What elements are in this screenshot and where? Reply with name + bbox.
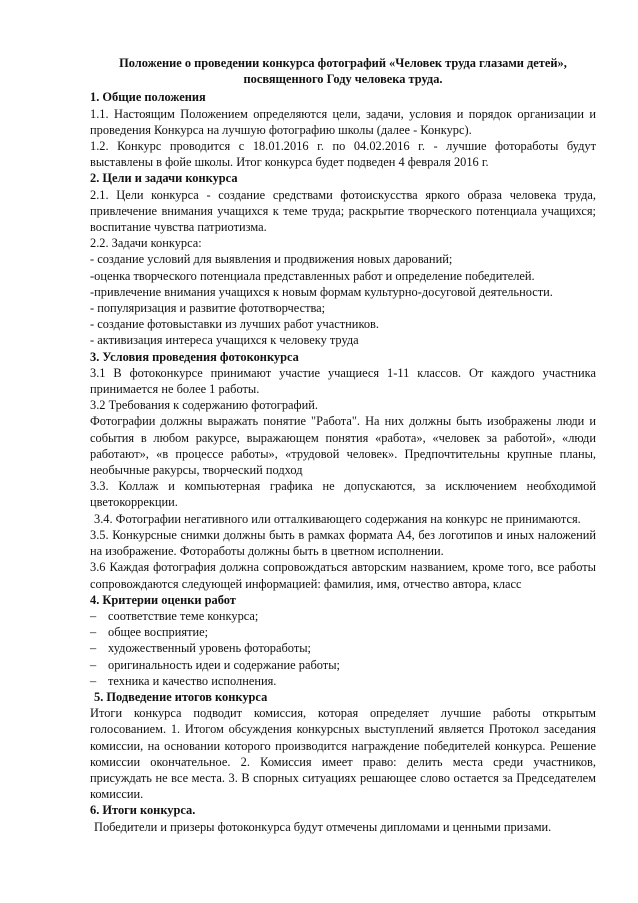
section-3-paragraph-7: 3.6 Каждая фотография должна сопровождаться авторским названием, кроме того, все работы сопровождаются следующей информацией: фамилия, имя, отчество автора, класс [90,560,596,591]
title-line-1: Положение о проведении конкурса фотографий «Человек труда глазами детей», [119,56,567,70]
criteria-item [90,608,596,624]
section-3-paragraph-3: Фотографии должны выражать понятие "Работа". На них должны быть изображены люди и события в любом ракурсе, выражающем понятия «работа», «человек за работой», «люди работают», «в процессе работы», «трудовой человек». Предпочтительны крупные планы, необычные ракурсы, творческий подход [90,414,596,478]
task-item: - активизация интереса учащихся к человеку труда [90,333,359,348]
criteria-item-text: соответствие теме конкурса; [108,608,259,623]
criteria-list [90,608,596,689]
dash-icon: – [90,657,97,672]
criteria-item [90,673,596,689]
section-6-paragraph-1: Победители и призеры фотоконкурса будут отмечены дипломами и ценными призами. [94,819,552,834]
section-5-paragraph-1: Итоги конкурса подводит комиссия, которая определяет лучшие работы открытым голосованием. 1. Итогом обсуждения конкурсных выступлений является Протокол заседания комиссии, на основании которого производится награждение победителей конкурса. Решение комиссии окончательное. 2. Комиссия имеет право: делить места среди участников, присуждать не все места. 3. В спорных ситуациях решающее слово остается за Председателем комиссии. [90,706,596,802]
task-item: - популяризация и развитие фототворчества; [90,301,326,316]
criteria-item [90,640,596,656]
section-3-paragraph-1: 3.1 В фотоконкурсе принимают участие учащиеся 1-11 классов. От каждого участника принимается не более 1 работы. [90,365,596,397]
title-line-2: посвященного Году человека труда. [243,72,443,87]
criteria-item [90,624,596,640]
section-3-paragraph-2: 3.2 Требования к содержанию фотографий. [90,398,318,413]
document-title [90,55,596,87]
section-1-paragraph-1: 1.1. Настоящим Положением определяются цели, задачи, условия и порядок организации и проведения Конкурса на лучшую фотографию школы (далее - Конкурс). [90,106,596,137]
dash-icon: – [90,625,97,640]
task-item: -оценка творческого потенциала представленных работ и определение победителей. [90,268,535,283]
criteria-item-text: общее восприятие; [108,625,209,640]
criteria-item-text: техника и качество исполнения. [108,673,277,688]
criteria-item-text: художественный уровень фотоработы; [108,641,312,656]
section-3-heading: 3. Условия проведения фотоконкурса [90,349,299,364]
dash-icon: – [90,673,97,688]
dash-icon: – [90,641,97,656]
section-2-paragraph-1: 2.1. Цели конкурса - создание средствами фотоискусства яркого образа человека труда, привлечение внимания учащихся к теме труда; раскрытие творческого потенциала учащихся; воспитание чувства патриотизма. [90,187,596,235]
section-3-paragraph-5: 3.4. Фотографии негативного или отталкивающего содержания на конкурс не принимаются. [94,511,581,526]
section-6-heading: 6. Итоги конкурса. [90,803,196,818]
section-3-paragraph-6: 3.5. Конкурсные снимки должны быть в рамках формата А4, без логотипов и иных наложений на изображение. Фотоработы должны быть в цветном исполнении. [90,527,596,559]
section-5-heading: 5. Подведение итогов конкурса [94,689,268,704]
section-1-heading: 1. Общие положения [90,90,206,105]
section-2-heading: 2. Цели и задачи конкурса [90,171,238,186]
section-1-paragraph-2: 1.2. Конкурс проводится с 18.01.2016 г. по 04.02.2016 г. - лучшие фотоработы будут выставлены в фойе школы. Итог конкурса будет подведен 4 февраля 2016 г. [90,139,596,170]
criteria-item [90,657,596,673]
task-item: - создание фотовыставки из лучших работ участников. [90,317,379,332]
task-item: -привлечение внимания учащихся к новым формам культурно-досуговой деятельности. [90,284,553,299]
section-2-paragraph-2: 2.2. Задачи конкурса: [90,236,202,251]
criteria-item-text: оригинальность идеи и содержание работы; [108,657,340,672]
section-3-paragraph-4: 3.3. Коллаж и компьютерная графика не допускаются, за исключением необходимой цветокоррекции. [90,479,596,510]
dash-icon: – [90,608,97,623]
task-item: - создание условий для выявления и продвижения новых дарований; [90,252,453,267]
section-4-heading: 4. Критерии оценки работ [90,592,236,607]
